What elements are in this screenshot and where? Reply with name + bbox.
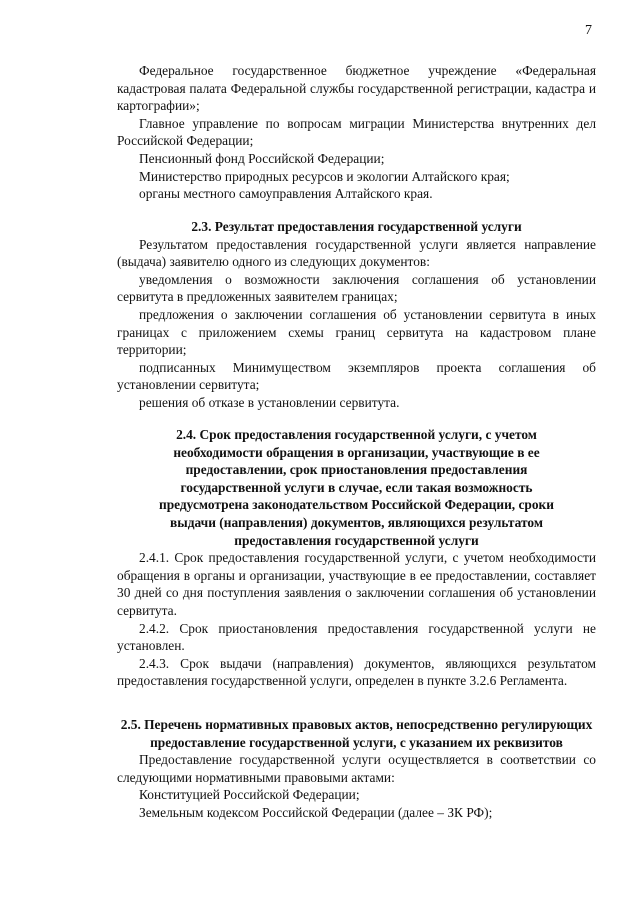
paragraph: 2.4.3. Срок выдачи (направления) документов, являющихся результатом предоставления государственной услуги, определен в пункте 3.2.6 Регламента. (117, 655, 596, 689)
page-number: 7 (585, 23, 592, 38)
paragraph: Предоставление государственной услуги осуществляется в соответствии со следующими нормативными правовыми актами: (117, 752, 596, 785)
paragraph: Конституцией Российской Федерации; (139, 787, 360, 803)
paragraph: подписанных Минимуществом экземпляров проекта соглашения об установлении сервитута; (117, 359, 596, 393)
paragraph: Главное управление по вопросам миграции Министерства внутренних дел Российской Федерации; (117, 115, 596, 149)
paragraph: предложения о заключении соглашения об установлении сервитута в иных границах с приложением схемы границ сервитута на кадастровом плане территории; (117, 306, 596, 358)
section-2-4 (117, 426, 596, 690)
paragraph: уведомления о возможности заключения соглашения об установлении сервитута в предложенных заявителем границах; (117, 271, 596, 305)
paragraph: органы местного самоуправления Алтайского края. (139, 186, 433, 202)
paragraph: Результатом предоставления государственной услуги является направление (выдача) заявителю одного из следующих документов: (117, 236, 596, 270)
paragraph: решения об отказе в установлении сервитута. (139, 394, 400, 410)
paragraph: Федеральное государственное бюджетное учреждение «Федеральная кадастровая палата Федеральной службы государственной регистрации, кадастра и картографии»; (117, 63, 596, 114)
section-2-3 (117, 218, 596, 412)
section-heading: 2.5. Перечень нормативных правовых актов, непосредственно регулирующих предоставление государственной услуги, с указанием их реквизитов (120, 717, 593, 750)
paragraph: 2.4.1. Срок предоставления государственной услуги, с учетом необходимости обращения в органы и организации, участвующие в ее предоставлении, составляет 30 дней со дня поступления заявления о заключении соглашения об установлении сервитута. (117, 550, 596, 618)
paragraph: Министерство природных ресурсов и экологии Алтайского края; (139, 168, 510, 184)
intro-section (117, 62, 596, 203)
section-2-5 (117, 716, 596, 822)
paragraph: 2.4.2. Срок приостановления предоставления государственной услуги не установлен. (117, 620, 596, 654)
paragraph: Пенсионный фонд Российской Федерации; (139, 150, 385, 166)
section-heading: 2.4. Срок предоставления государственной услуги, с учетом необходимости обращения в организации, участвующие в ее предоставлении, срок приостановления предоставления государственной услуги в случае, если такая возможность предусмотрена законодательством Российской Федерации, сроки выдачи (направления) документов, являющихся результатом предоставления государственной услуги (158, 427, 554, 548)
section-heading: 2.3. Результат предоставления государственной услуги (191, 219, 522, 234)
paragraph: Земельным кодексом Российской Федерации (далее – ЗК РФ); (139, 804, 493, 820)
